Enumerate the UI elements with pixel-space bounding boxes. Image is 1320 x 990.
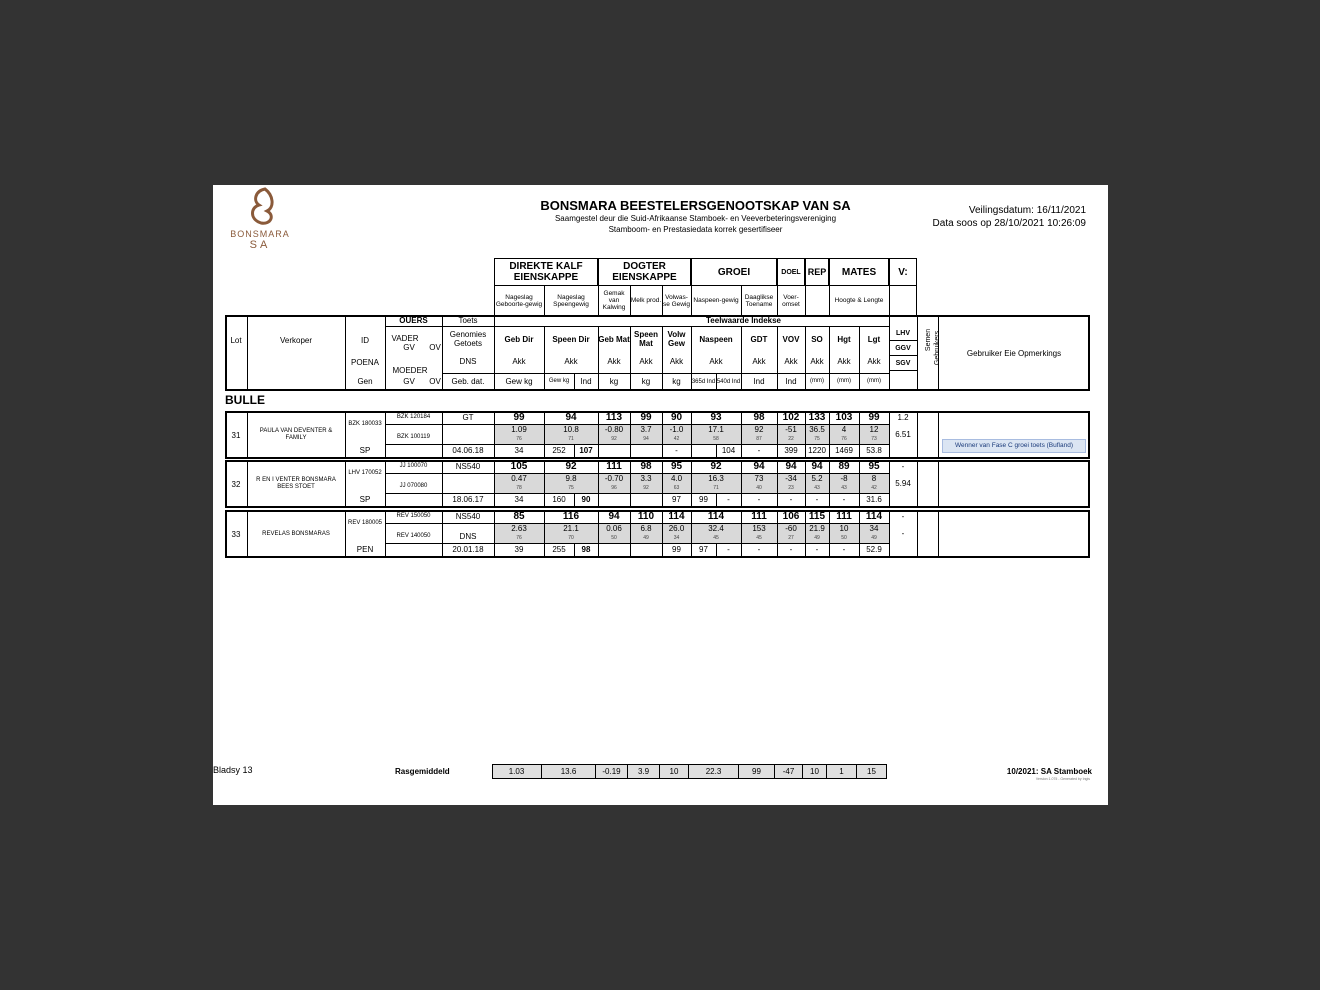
index-value: 95 xyxy=(868,461,880,472)
page-number: Bladsy 13 xyxy=(213,765,253,775)
subtitle-2: Stamboom- en Prestasiedata korrek gesertifiseer xyxy=(608,225,783,234)
seller: REVELAS BONSMARAS xyxy=(262,530,330,537)
unit-mm-3: (mm) xyxy=(867,377,881,384)
accuracy-value: 76 xyxy=(516,535,522,541)
accuracy-value: 76 xyxy=(841,436,847,442)
measure-value xyxy=(598,444,630,457)
col-lgt: Lgt xyxy=(867,334,881,344)
measure-value: - xyxy=(842,545,846,554)
ebv-value: 10.8 xyxy=(563,425,579,434)
measure-value: - xyxy=(789,545,793,554)
accuracy-value: 71 xyxy=(568,436,574,442)
measure-value: 399 xyxy=(784,446,798,455)
accuracy-value: 43 xyxy=(814,485,820,491)
dns-flag: DNS xyxy=(459,532,477,541)
unit-gew-kg-2: Gew kg xyxy=(548,377,570,384)
ebv-value: 4.0 xyxy=(670,474,683,483)
accuracy-value: 27 xyxy=(788,535,794,541)
subgroup-gemak: Gemak van Kalwing xyxy=(602,290,626,311)
index-value: 94 xyxy=(565,412,577,423)
status: SP xyxy=(359,495,371,504)
average-value: 15 xyxy=(857,764,887,779)
measure-value: 39 xyxy=(514,545,524,554)
col-semen: Semen xyxy=(924,328,932,352)
index-value: 102 xyxy=(782,412,800,423)
col-volw-gew: Volw Gew xyxy=(667,330,686,348)
unit-kg-1: kg xyxy=(609,376,619,386)
measure-value: 1220 xyxy=(808,446,826,455)
akk-9: Akk xyxy=(810,356,824,366)
ebv-value: 12 xyxy=(869,425,879,434)
col-geb-dat: Geb. dat. xyxy=(451,376,485,386)
group-dogter-label: DOGTER EIENSKAPPE xyxy=(612,261,677,283)
group-direkte-label: DIREKTE KALF EIENSKAPPE xyxy=(509,261,583,283)
logo-sub: SA xyxy=(249,239,271,251)
col-teelwaarde: Teelwaarde Indekse xyxy=(706,316,781,325)
measure-value: 99 xyxy=(672,545,681,554)
subgroup-voer: Voer-omset xyxy=(782,293,800,308)
ebv-value: 92 xyxy=(754,425,764,434)
test-code: GT xyxy=(462,413,474,422)
measure-value xyxy=(691,444,716,457)
accuracy-value: 75 xyxy=(568,485,574,491)
average-value: -47 xyxy=(775,764,803,779)
akk-11: Akk xyxy=(867,356,881,366)
accuracy-value: 73 xyxy=(871,436,877,442)
ebv-value: 3.7 xyxy=(640,425,652,434)
group-mates-label: MATES xyxy=(841,266,877,278)
average-value: 1.03 xyxy=(492,764,542,779)
measure-value: 52.9 xyxy=(866,545,882,554)
measure-value: - xyxy=(727,545,730,554)
index-value: 133 xyxy=(808,412,826,423)
subtitle-1: Saamgestel deur die Suid-Afrikaanse Stamboek- en Veeverbeteringsvereniging xyxy=(554,214,837,223)
accuracy-value: 45 xyxy=(756,535,762,541)
col-ggv: GGV xyxy=(895,344,911,352)
ebv-value: 2.63 xyxy=(511,524,527,533)
lot-number: 32 xyxy=(231,479,241,489)
accuracy-value: 49 xyxy=(814,535,820,541)
accuracy-value: 92 xyxy=(611,436,617,442)
logo-text: BONSMARA xyxy=(230,229,290,239)
measure-value: - xyxy=(757,446,761,455)
status: PEN xyxy=(356,545,374,554)
accuracy-value: 63 xyxy=(673,485,680,491)
seller: R EN I VENTER BONSMARA BEES STOET xyxy=(256,477,336,490)
index-value: 99 xyxy=(513,412,525,423)
col-gv-1: GV xyxy=(403,343,415,352)
measure-value: 104 xyxy=(721,446,736,455)
accuracy-value: 42 xyxy=(673,436,680,442)
ebv-value: 10 xyxy=(839,524,849,533)
unit-mm-1: (mm) xyxy=(810,377,824,384)
birth-date: 18.06.17 xyxy=(452,495,484,504)
col-genomies: Genomies Getoets xyxy=(449,330,487,348)
col-gebruikers: Gebruikers xyxy=(933,330,941,366)
measure-value: 34 xyxy=(514,446,524,455)
ebv-value: 32.4 xyxy=(708,524,724,533)
akk-2: Akk xyxy=(564,356,578,366)
average-value: 10 xyxy=(660,764,689,779)
index-value: 1.2 xyxy=(897,413,909,422)
measure-value: - xyxy=(842,495,846,504)
measure-value: 34 xyxy=(514,495,524,504)
accuracy-value: 75 xyxy=(814,436,820,442)
akk-8: Akk xyxy=(784,356,798,366)
footer-small: Version 1.075 - Generated by Ingis xyxy=(1035,777,1090,781)
col-speen-mat: Speen Mat xyxy=(633,330,658,348)
measure-value: 160 xyxy=(552,495,566,504)
measure-value: 252 xyxy=(552,446,566,455)
ebv-value: -60 xyxy=(785,524,797,533)
ebv-value: -34 xyxy=(785,474,797,483)
title-text: BONSMARA BEESTELERSGENOOTSKAP VAN SA xyxy=(540,198,851,213)
index-value: 95 xyxy=(670,461,683,472)
accuracy-value: 50 xyxy=(841,535,847,541)
akk-10: Akk xyxy=(837,356,851,366)
col-ov-1: OV xyxy=(429,343,441,352)
index-value: 98 xyxy=(753,412,765,423)
accuracy-value: 58 xyxy=(713,436,719,442)
measure-value: - xyxy=(757,495,761,504)
measure-value: 31.6 xyxy=(866,495,882,504)
average-value: 22.3 xyxy=(689,764,739,779)
animal-id: LHV 170052 xyxy=(348,469,382,476)
accuracy-value: 94 xyxy=(643,436,649,442)
col-lot: Lot xyxy=(230,335,242,345)
col-dns: DNS xyxy=(459,356,477,366)
ebv-value: 21.1 xyxy=(563,524,579,533)
ebv-value: - xyxy=(901,528,905,538)
accuracy-value: 76 xyxy=(516,436,522,442)
unit-gew-kg: Gew kg xyxy=(505,376,533,386)
accuracy-value: 96 xyxy=(611,485,617,491)
measure-value: - xyxy=(727,495,730,504)
akk-4: Akk xyxy=(639,356,653,366)
ebv-value: 5.94 xyxy=(895,478,911,488)
measure-value: 98 xyxy=(581,545,591,554)
col-id: ID xyxy=(361,335,369,345)
ebv-value: 17.1 xyxy=(708,425,724,434)
average-value: 10 xyxy=(803,764,827,779)
measure-value: 255 xyxy=(552,545,566,554)
accuracy-value: 42 xyxy=(871,485,877,491)
col-sgv: SGV xyxy=(895,359,911,367)
animal-id: REV 180005 xyxy=(347,519,383,526)
index-value: 94 xyxy=(753,461,765,472)
ebv-value: 5.2 xyxy=(811,474,823,483)
sire-id: BZK 120184 xyxy=(396,414,431,420)
subgroup-nageslag-geb: Nageslag Geboorte-gewig xyxy=(495,293,543,308)
birth-date: 04.06.18 xyxy=(452,446,484,455)
accuracy-value: 49 xyxy=(871,535,877,541)
index-value: 106 xyxy=(782,511,800,522)
ebv-value: 73 xyxy=(754,474,764,483)
akk-1: Akk xyxy=(512,356,526,366)
measure-value: - xyxy=(815,545,819,554)
index-value: 114 xyxy=(668,511,685,522)
measure-value: 99 xyxy=(699,495,708,504)
col-poena: POENA xyxy=(350,357,379,367)
subgroup-volwasse: Volwas-se Gewig xyxy=(662,293,691,308)
unit-ind: Ind xyxy=(580,376,592,386)
index-value: 105 xyxy=(510,461,528,472)
accuracy-value: 70 xyxy=(568,535,574,541)
col-ouers: OUERS xyxy=(399,316,428,325)
measure-value xyxy=(630,444,662,457)
status: SP xyxy=(359,446,371,455)
accuracy-value: 87 xyxy=(756,436,762,442)
subgroup-melk: Melk prod. xyxy=(630,297,662,304)
average-value: 1 xyxy=(827,764,857,779)
ebv-value: 26.0 xyxy=(668,524,685,533)
accuracy-value: 43 xyxy=(841,485,847,491)
index-value: 92 xyxy=(710,461,722,472)
measure-value: - xyxy=(675,446,678,455)
ebv-value: 9.8 xyxy=(565,474,577,483)
index-value: 111 xyxy=(606,461,622,472)
bonsmara-logo xyxy=(225,185,295,255)
measure-value: - xyxy=(789,495,793,504)
col-remarks: Gebruiker Eie Opmerkings xyxy=(966,348,1062,358)
accuracy-value: 71 xyxy=(713,485,719,491)
col-moeder: MOEDER xyxy=(392,365,428,375)
accuracy-value: 78 xyxy=(516,485,522,491)
data-date: Data soos op 28/10/2021 10:26:09 xyxy=(932,218,1086,229)
accuracy-value: 40 xyxy=(756,485,762,491)
col-verkoper: Verkoper xyxy=(279,335,313,345)
col-toets: Toets xyxy=(458,316,478,325)
footer-right: 10/2021: SA Stamboek xyxy=(1006,767,1092,776)
document-page xyxy=(213,185,1108,805)
birth-date: 20.01.18 xyxy=(452,545,484,554)
measure-value: 90 xyxy=(581,495,591,504)
col-gdt: GDT xyxy=(750,334,768,344)
avg-label: Rasgemiddeld xyxy=(395,767,450,776)
ebv-value: 6.51 xyxy=(895,429,911,439)
section-title: BULLE xyxy=(225,393,265,407)
index-value: 85 xyxy=(513,511,525,522)
ebv-value: 8 xyxy=(871,474,877,483)
accuracy-value: 49 xyxy=(643,535,649,541)
accuracy-value: 22 xyxy=(788,436,794,442)
average-value: 13.6 xyxy=(542,764,596,779)
index-value: - xyxy=(901,462,905,471)
index-value: 111 xyxy=(751,511,767,522)
accuracy-value: 34 xyxy=(673,535,680,541)
index-value: 114 xyxy=(707,511,725,522)
ebv-value: 4 xyxy=(841,425,847,434)
measure-value: 97 xyxy=(699,545,708,554)
dam-id: REV 140050 xyxy=(396,533,431,539)
unit-kg-3: kg xyxy=(672,376,681,386)
col-vader: VADER xyxy=(391,333,419,343)
measure-value: 97 xyxy=(672,495,681,504)
col-ov-2: OV xyxy=(429,377,441,386)
unit-kg-2: kg xyxy=(641,376,651,386)
measure-value: 1469 xyxy=(835,446,853,455)
measure-value xyxy=(630,493,662,506)
remark-lot-31[interactable]: Wenner van Fase C groei toets (Bufland) xyxy=(942,439,1086,453)
col-gv-2: GV xyxy=(403,377,415,386)
accuracy-value: 45 xyxy=(713,535,719,541)
index-value: 90 xyxy=(670,412,683,423)
ebv-value: 0.47 xyxy=(511,474,527,483)
ebv-value: 16.3 xyxy=(708,474,724,483)
sire-id: REV 150050 xyxy=(396,513,431,519)
average-value: -0.19 xyxy=(596,764,628,779)
index-value: 110 xyxy=(637,511,655,522)
index-value: 111 xyxy=(836,511,852,522)
logo-mark-icon xyxy=(225,185,295,229)
col-gen: Gen xyxy=(357,376,373,386)
akk-7: Akk xyxy=(752,356,766,366)
col-hgt: Hgt xyxy=(837,334,851,344)
col-naspeen: Naspeen xyxy=(699,334,733,344)
col-speen-dir: Speen Dir xyxy=(552,334,590,344)
col-geb-dir: Geb Dir xyxy=(504,334,534,344)
index-value: 93 xyxy=(710,412,722,423)
index-value: 103 xyxy=(835,412,853,423)
dam-id: JJ 070080 xyxy=(399,483,428,489)
ebv-value: 3.3 xyxy=(640,474,652,483)
test-code: NS540 xyxy=(455,512,481,521)
unit-540d: 540d Ind xyxy=(716,378,741,385)
measure-value: - xyxy=(815,495,819,504)
akk-5: Akk xyxy=(669,356,684,366)
accuracy-value: 50 xyxy=(611,535,617,541)
measure-value: - xyxy=(757,545,761,554)
accuracy-value: 92 xyxy=(643,485,649,491)
index-value: 94 xyxy=(811,461,823,472)
unit-ind-3: Ind xyxy=(785,376,797,386)
index-value: 99 xyxy=(640,412,652,423)
group-v-label: V: xyxy=(898,266,908,278)
accuracy-value: 23 xyxy=(788,485,794,491)
index-value: 98 xyxy=(640,461,652,472)
subgroup-daaglikse: Daaglikse Toename xyxy=(744,293,774,308)
col-vov: VOV xyxy=(782,334,800,344)
subgroup-nageslag-speen: Nageslag Speengewig xyxy=(553,293,589,308)
subgroup-naspeen: Naspeen-gewig xyxy=(693,297,739,304)
col-geb-mat: Geb Mat xyxy=(598,334,630,344)
lot-number: 33 xyxy=(231,529,241,539)
ebv-value: 1.09 xyxy=(511,425,527,434)
average-value: 3.9 xyxy=(628,764,660,779)
measure-value: 53.8 xyxy=(866,446,882,455)
ebv-value: 6.8 xyxy=(640,524,652,533)
ebv-value: -51 xyxy=(785,425,797,434)
index-value: 94 xyxy=(608,511,620,522)
akk-6: Akk xyxy=(709,356,723,366)
ebv-value: 153 xyxy=(752,524,766,533)
ebv-value: -0.70 xyxy=(604,474,624,483)
measure-value: 107 xyxy=(579,446,593,455)
ebv-value: 0.06 xyxy=(606,524,622,533)
seller: PAULA VAN DEVENTER & FAMILY xyxy=(259,428,333,441)
lot-number: 31 xyxy=(231,430,241,440)
group-rep-label: REP xyxy=(807,266,827,277)
index-value: 89 xyxy=(838,461,850,472)
dam-id: BZK 100119 xyxy=(397,434,430,440)
unit-mm-2: (mm) xyxy=(837,377,851,384)
measure-value xyxy=(598,543,630,556)
index-value: 115 xyxy=(808,511,826,522)
auction-date: Veilingsdatum: 16/11/2021 xyxy=(968,205,1086,216)
date-block xyxy=(933,204,1086,230)
col-lhv: LHV xyxy=(896,329,910,337)
unit-ind-2: Ind xyxy=(753,376,765,386)
index-value: 94 xyxy=(785,461,797,472)
unit-365d: 365d Ind xyxy=(691,378,716,385)
group-groei-label: GROEI xyxy=(717,266,751,278)
akk-3: Akk xyxy=(607,356,621,366)
sire-id: JJ 100070 xyxy=(399,463,428,469)
test-code: NS540 xyxy=(455,462,481,471)
ebv-value: -8 xyxy=(840,474,848,483)
ebv-value: -1.0 xyxy=(669,425,684,434)
index-value: 92 xyxy=(565,461,577,472)
col-so: SO xyxy=(811,334,823,344)
measure-value xyxy=(630,543,662,556)
index-value: 99 xyxy=(868,412,880,423)
index-value: 114 xyxy=(865,511,883,522)
index-value: - xyxy=(901,512,905,521)
group-doel-label: DOEL xyxy=(781,268,801,276)
document-title xyxy=(463,198,928,235)
measure-value xyxy=(598,493,630,506)
index-value: 113 xyxy=(605,412,623,423)
ebv-value: 21.9 xyxy=(809,524,825,533)
subgroup-hoogte: Hoogte & Lengte xyxy=(834,297,884,304)
average-value: 99 xyxy=(739,764,775,779)
ebv-value: 34 xyxy=(869,524,879,533)
animal-id: BZK 180033 xyxy=(348,420,382,427)
index-value: 116 xyxy=(562,511,580,522)
ebv-value: -0.80 xyxy=(604,425,624,434)
ebv-value: 36.5 xyxy=(809,425,825,434)
